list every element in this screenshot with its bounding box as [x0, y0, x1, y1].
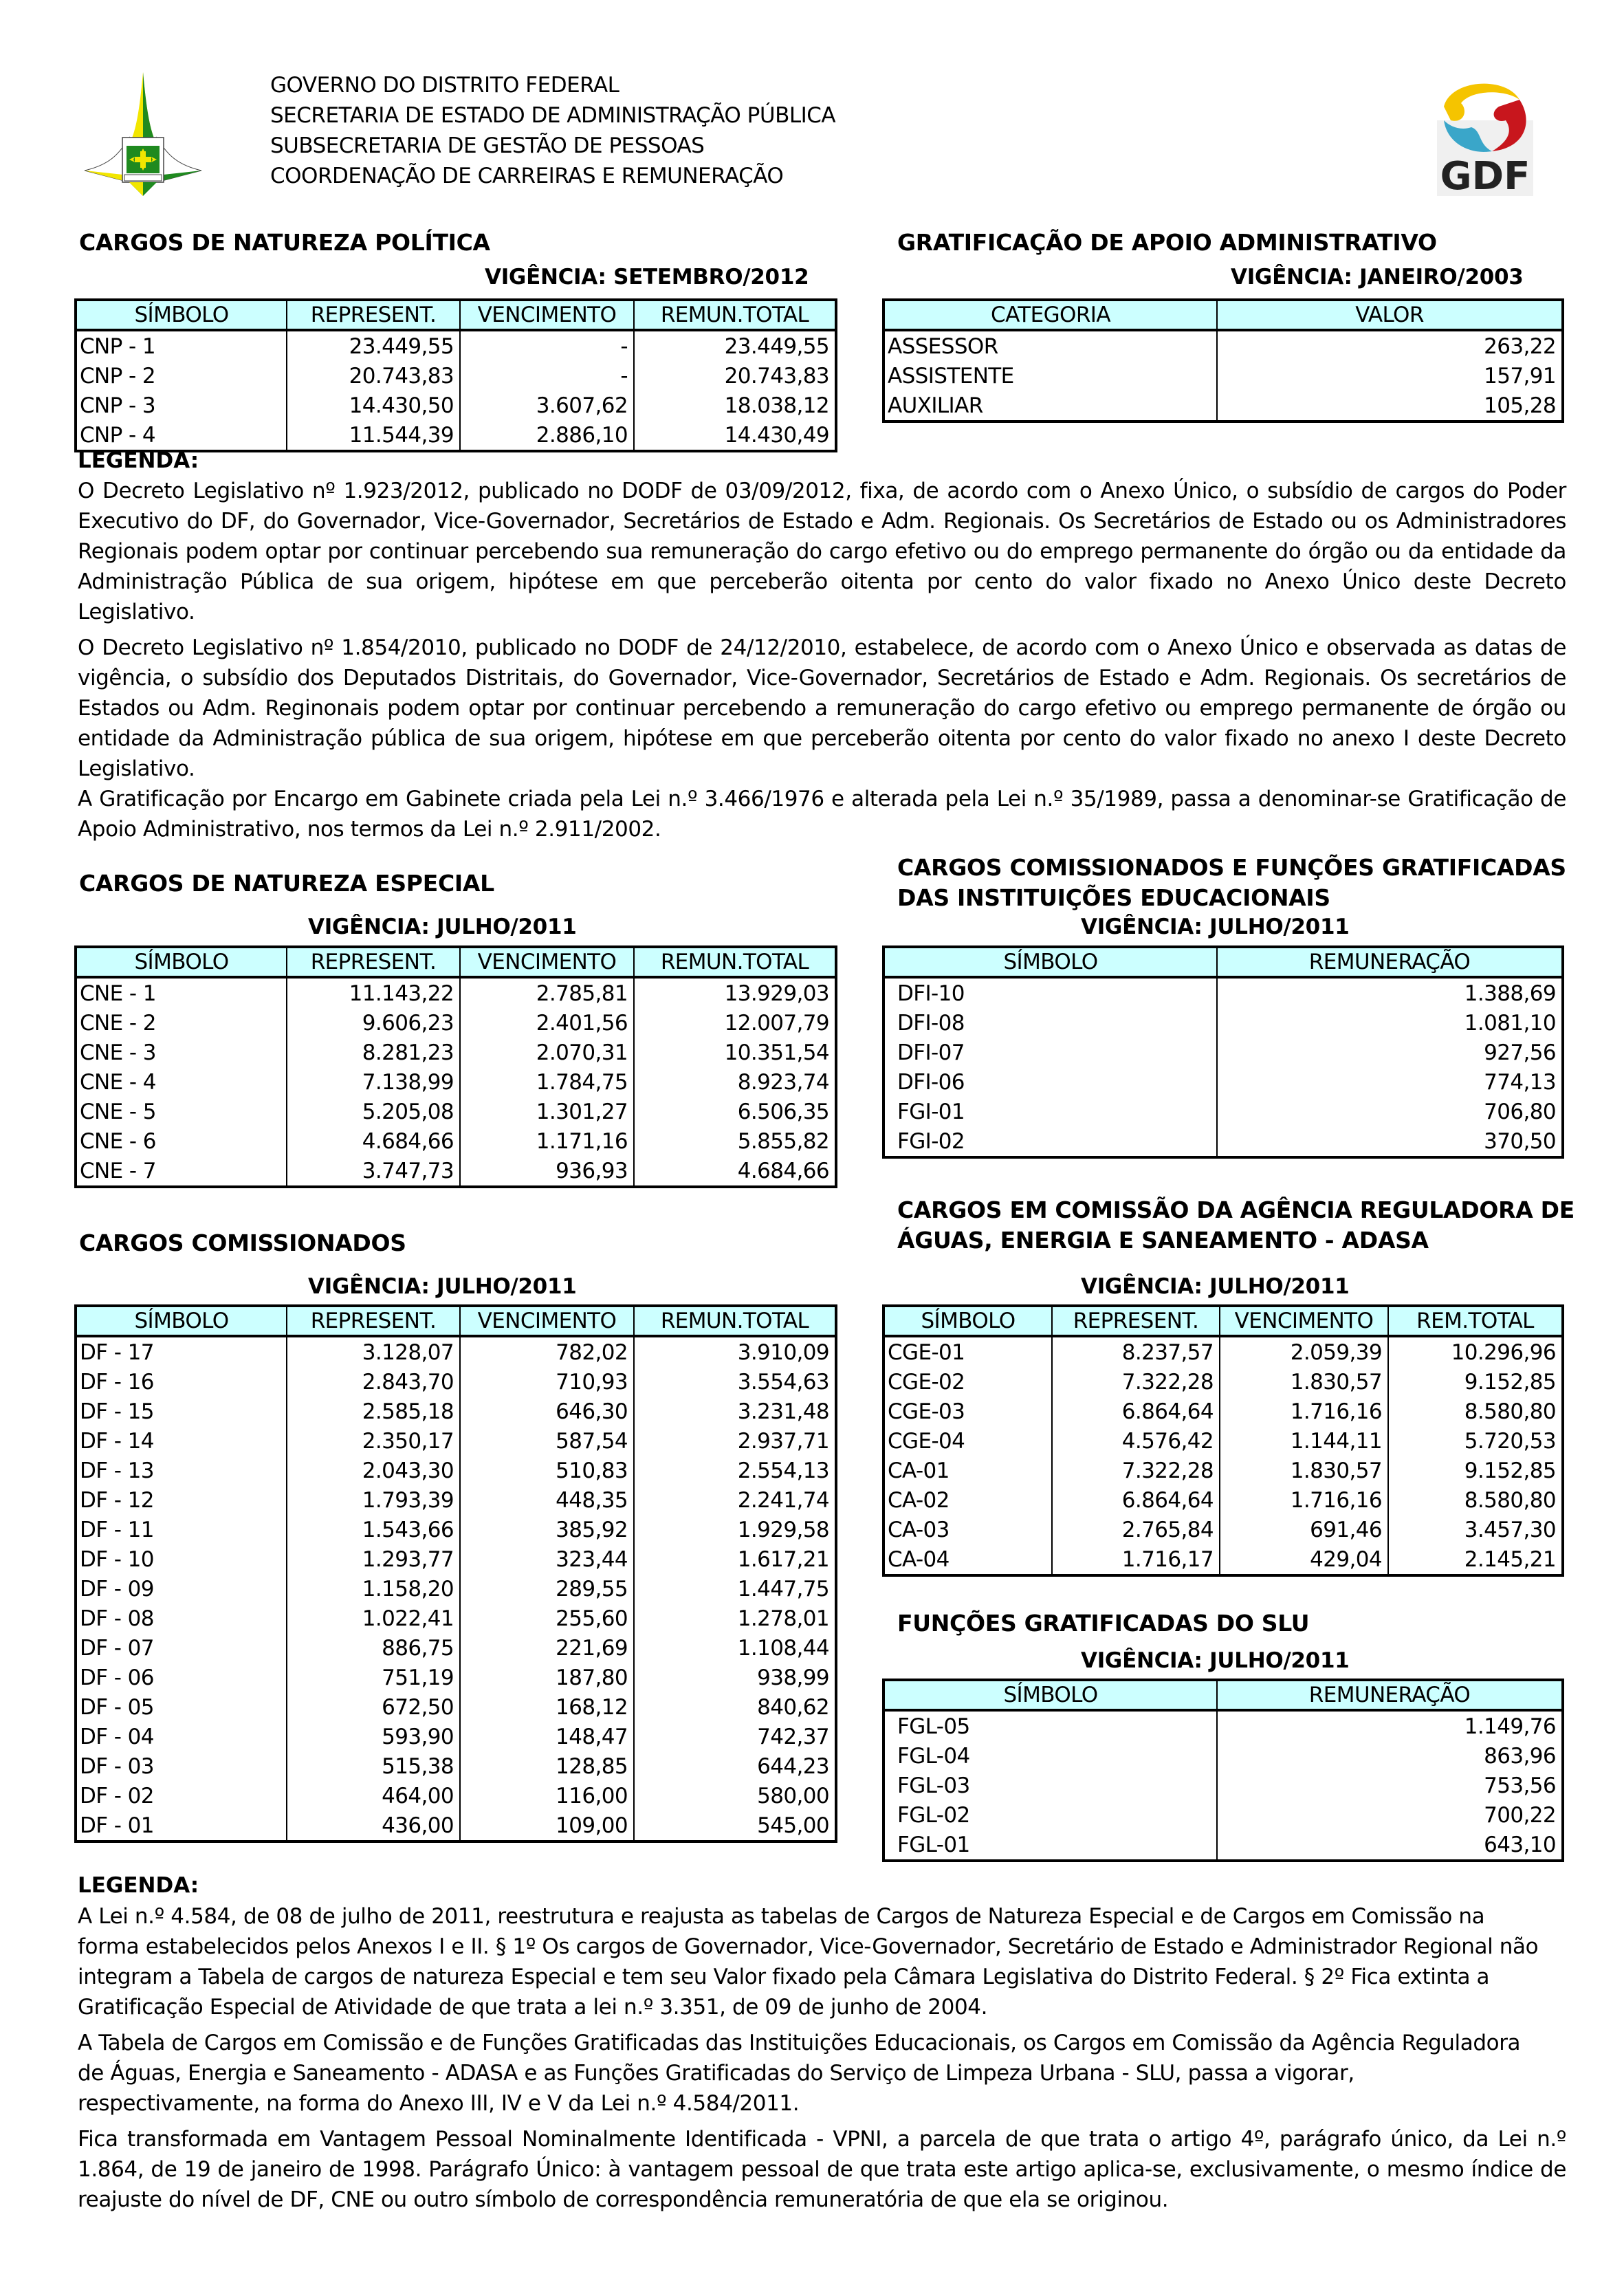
cell-symbol: DF - 09 [76, 1574, 287, 1604]
cell-value: 2.043,30 [287, 1456, 460, 1485]
table-row [884, 1397, 1563, 1426]
cell-value: 323,44 [460, 1544, 634, 1574]
table-header-row [76, 947, 836, 977]
header-line-secretaria: SECRETARIA DE ESTADO DE ADMINISTRAÇÃO PÚBLICA [270, 103, 836, 128]
cell-value: 5.855,82 [634, 1126, 836, 1156]
cell-value: 700,22 [1217, 1800, 1563, 1830]
table-row [76, 1544, 836, 1574]
cell-symbol: DF - 03 [76, 1751, 287, 1781]
cell-value: 221,69 [460, 1633, 634, 1663]
cell-value: 23.449,55 [634, 330, 836, 361]
table-row [76, 1067, 836, 1097]
vigencia-educacionais: VIGÊNCIA: JULHO/2011 [1081, 915, 1350, 939]
col-header-represent: REPRESENT. [287, 300, 460, 330]
table-row [76, 1426, 836, 1456]
cell-symbol: DF - 12 [76, 1485, 287, 1515]
table-row [884, 1544, 1563, 1575]
cell-symbol: FGL-02 [884, 1800, 1217, 1830]
section-title-comissionados: CARGOS COMISSIONADOS [79, 1229, 406, 1256]
cell-value: 1.830,57 [1220, 1456, 1388, 1485]
legend-1-paragraph-2: O Decreto Legislativo nº 1.854/2010, publicado no DODF de 24/12/2010, estabelece, de acordo com o Anexo Único e observada as datas de vigência, o subsídio dos Deputados Distritais, do Governador, Vice-Governador, Secretários de Estado e Adm. Regionais. Os secretários de Estados ou Adm. Reginonais podem optar por continuar percebendo a remuneração do cargo efetivo ou emprego permanente de órgão ou entidade da Administração pública de sua origem, hipótese em que perceberão oitenta por cento do valor fixado no anexo I deste Decreto Legislativo. [78, 635, 1566, 781]
cell-value: 8.237,57 [1052, 1336, 1220, 1367]
table-row [76, 1456, 836, 1485]
df-crest-logo [81, 69, 205, 199]
cell-value: 3.607,62 [460, 391, 634, 420]
cell-value: 1.388,69 [1217, 977, 1563, 1008]
cell-symbol: CGE-03 [884, 1397, 1052, 1426]
cell-symbol: DF - 07 [76, 1633, 287, 1663]
cell-value: 706,80 [1217, 1097, 1563, 1126]
cell-value: - [460, 361, 634, 391]
cell-value: 1.447,75 [634, 1574, 836, 1604]
cell-value: 8.281,23 [287, 1038, 460, 1067]
cell-value: 3.457,30 [1388, 1515, 1563, 1544]
legend-title-2: LEGENDA: [78, 1873, 199, 1898]
table-row [76, 1397, 836, 1426]
table-row [884, 1126, 1563, 1157]
table-row [884, 1367, 1563, 1397]
table-adasa [882, 1304, 1564, 1577]
table-row [76, 1574, 836, 1604]
table-row [76, 1751, 836, 1781]
table-politica [74, 298, 837, 452]
cell-value: 105,28 [1217, 391, 1563, 422]
section-title-slu: FUNÇÕES GRATIFICADAS DO SLU [897, 1610, 1310, 1637]
legend-1-paragraph-1: O Decreto Legislativo nº 1.923/2012, publicado no DODF de 03/09/2012, fixa, de acordo com o Anexo Único, o subsídio de cargos do Poder Executivo do DF, do Governador, Vice-Governador, Secretários de Estado e Adm. Regionais. Os Secretários de Estado ou os Administradores Regionais podem optar por continuar percebendo sua remuneração do cargo efetivo ou do emprego permanente do órgão ou da entidade da Administração Pública de sua origem, hipótese em que perceberão oitenta por cento do valor fixado no Anexo Único deste Decreto Legislativo. [78, 479, 1566, 624]
col-header-vencimento: VENCIMENTO [1220, 1306, 1388, 1336]
table-row [884, 1515, 1563, 1544]
cell-value: 116,00 [460, 1781, 634, 1811]
cell-value: 1.144,11 [1220, 1426, 1388, 1456]
cell-symbol: CNP - 2 [76, 361, 287, 391]
cell-value: 12.007,79 [634, 1008, 836, 1038]
cell-value: 14.430,49 [634, 420, 836, 451]
col-header-simbolo: SÍMBOLO [884, 1680, 1217, 1710]
table-header-row [884, 1680, 1563, 1710]
cell-symbol: DFI-10 [884, 977, 1217, 1008]
cell-symbol: CNE - 3 [76, 1038, 287, 1067]
cell-value: 23.449,55 [287, 330, 460, 361]
table-row [76, 1097, 836, 1126]
col-header-remuneracao: REMUNERAÇÃO [1217, 947, 1563, 977]
table-row [76, 1485, 836, 1515]
header-line-governo: GOVERNO DO DISTRITO FEDERAL [270, 73, 619, 98]
cell-value: 1.716,16 [1220, 1485, 1388, 1515]
cell-symbol: FGI-02 [884, 1126, 1217, 1157]
col-header-simbolo: SÍMBOLO [76, 1306, 287, 1336]
table-row [76, 1126, 836, 1156]
cell-value: 593,90 [287, 1722, 460, 1751]
cell-symbol: CNE - 2 [76, 1008, 287, 1038]
table-row [884, 1097, 1563, 1126]
cell-symbol: CGE-02 [884, 1367, 1052, 1397]
table-row [884, 1426, 1563, 1456]
cell-symbol: DF - 06 [76, 1663, 287, 1692]
cell-value: 753,56 [1217, 1771, 1563, 1800]
cell-value: 2.785,81 [460, 977, 634, 1008]
cell-value: 6.864,64 [1052, 1397, 1220, 1426]
cell-value: 742,37 [634, 1722, 836, 1751]
vigencia-slu: VIGÊNCIA: JULHO/2011 [1081, 1648, 1350, 1673]
legend-1-body [78, 476, 1566, 844]
cell-symbol: AUXILIAR [884, 391, 1217, 422]
cell-value: 1.171,16 [460, 1126, 634, 1156]
gdf-logo [1430, 72, 1554, 196]
cell-value: 436,00 [287, 1811, 460, 1841]
cell-symbol: DF - 11 [76, 1515, 287, 1544]
table-apoio [882, 298, 1564, 423]
cell-value: 2.937,71 [634, 1426, 836, 1456]
gdf-logo-text: GDF [1440, 154, 1530, 196]
table-slu [882, 1679, 1564, 1862]
table-row [884, 1336, 1563, 1367]
df-crest-icon [81, 69, 205, 199]
col-header-remun-total: REMUN.TOTAL [634, 300, 836, 330]
cell-value: 13.929,03 [634, 977, 836, 1008]
cell-value: 6.506,35 [634, 1097, 836, 1126]
cell-symbol: DFI-08 [884, 1008, 1217, 1038]
legend-title-1: LEGENDA: [78, 448, 199, 473]
col-header-simbolo: SÍMBOLO [76, 947, 287, 977]
table-header-row [884, 300, 1563, 330]
table-row [884, 1741, 1563, 1771]
cell-symbol: DF - 04 [76, 1722, 287, 1751]
cell-symbol: DF - 05 [76, 1692, 287, 1722]
table-row [76, 1367, 836, 1397]
col-header-vencimento: VENCIMENTO [460, 1306, 634, 1336]
cell-value: 545,00 [634, 1811, 836, 1841]
section-title-educacionais [897, 853, 1566, 913]
cell-value: 9.152,85 [1388, 1456, 1563, 1485]
cell-value: 938,99 [634, 1663, 836, 1692]
cell-symbol: DF - 17 [76, 1336, 287, 1367]
cell-value: 128,85 [460, 1751, 634, 1781]
cell-value: 5.720,53 [1388, 1426, 1563, 1456]
cell-value: 2.145,21 [1388, 1544, 1563, 1575]
table-row [884, 1830, 1563, 1861]
cell-symbol: FGL-04 [884, 1741, 1217, 1771]
col-header-remuneracao: REMUNERAÇÃO [1217, 1680, 1563, 1710]
cell-value: 643,10 [1217, 1830, 1563, 1861]
table-row [76, 1781, 836, 1811]
vigencia-comissionados: VIGÊNCIA: JULHO/2011 [308, 1274, 577, 1299]
cell-value: 1.158,20 [287, 1574, 460, 1604]
table-row [76, 1692, 836, 1722]
table-row [76, 1515, 836, 1544]
cell-symbol: CGE-04 [884, 1426, 1052, 1456]
table-row [76, 361, 836, 391]
vigencia-apoio: VIGÊNCIA: JANEIRO/2003 [1231, 265, 1524, 289]
table-row [884, 1456, 1563, 1485]
table-row [884, 1771, 1563, 1800]
cell-value: 157,91 [1217, 361, 1563, 391]
cell-value: 1.301,27 [460, 1097, 634, 1126]
cell-value: 2.401,56 [460, 1008, 634, 1038]
table-row [76, 391, 836, 420]
table-header-row [884, 947, 1563, 977]
cell-value: - [460, 330, 634, 361]
col-header-simbolo: SÍMBOLO [76, 300, 287, 330]
cell-value: 8.923,74 [634, 1067, 836, 1097]
cell-value: 2.765,84 [1052, 1515, 1220, 1544]
cell-value: 2.241,74 [634, 1485, 836, 1515]
cell-symbol: CNE - 7 [76, 1156, 287, 1187]
table-row [76, 1008, 836, 1038]
cell-value: 1.716,17 [1052, 1544, 1220, 1575]
table-row [884, 1008, 1563, 1038]
cell-value: 510,83 [460, 1456, 634, 1485]
cell-symbol: FGL-05 [884, 1710, 1217, 1741]
table-row [76, 1633, 836, 1663]
cell-value: 18.038,12 [634, 391, 836, 420]
section-title-adasa-line-2: ÁGUAS, ENERGIA E SANEAMENTO - ADASA [897, 1227, 1429, 1254]
cell-value: 840,62 [634, 1692, 836, 1722]
cell-symbol: CNE - 4 [76, 1067, 287, 1097]
col-header-represent: REPRESENT. [287, 947, 460, 977]
cell-value: 886,75 [287, 1633, 460, 1663]
cell-value: 4.576,42 [1052, 1426, 1220, 1456]
cell-value: 2.059,39 [1220, 1336, 1388, 1367]
cell-value: 148,47 [460, 1722, 634, 1751]
cell-value: 782,02 [460, 1336, 634, 1367]
col-header-categoria: CATEGORIA [884, 300, 1217, 330]
cell-symbol: DF - 14 [76, 1426, 287, 1456]
table-row [76, 1663, 836, 1692]
cell-symbol: DFI-07 [884, 1038, 1217, 1067]
col-header-valor: VALOR [1217, 300, 1563, 330]
table-header-row [884, 1306, 1563, 1336]
legend-2-body [78, 1901, 1566, 2215]
cell-value: 370,50 [1217, 1126, 1563, 1157]
cell-symbol: CNP - 1 [76, 330, 287, 361]
cell-value: 11.143,22 [287, 977, 460, 1008]
cell-value: 1.108,44 [634, 1633, 836, 1663]
section-title-apoio: GRATIFICAÇÃO DE APOIO ADMINISTRATIVO [897, 229, 1437, 256]
cell-value: 580,00 [634, 1781, 836, 1811]
cell-value: 4.684,66 [634, 1156, 836, 1187]
cell-value: 1.716,16 [1220, 1397, 1388, 1426]
cell-symbol: FGI-01 [884, 1097, 1217, 1126]
cell-value: 2.585,18 [287, 1397, 460, 1426]
cell-symbol: FGL-03 [884, 1771, 1217, 1800]
cell-symbol: FGL-01 [884, 1830, 1217, 1861]
table-row [884, 1710, 1563, 1741]
cell-symbol: CNE - 5 [76, 1097, 287, 1126]
cell-value: 672,50 [287, 1692, 460, 1722]
cell-value: 751,19 [287, 1663, 460, 1692]
cell-symbol: ASSESSOR [884, 330, 1217, 361]
cell-symbol: CA-03 [884, 1515, 1052, 1544]
cell-value: 774,13 [1217, 1067, 1563, 1097]
cell-value: 2.554,13 [634, 1456, 836, 1485]
table-row [76, 977, 836, 1008]
col-header-represent: REPRESENT. [1052, 1306, 1220, 1336]
table-row [76, 1336, 836, 1367]
section-title-adasa [897, 1195, 1574, 1256]
cell-value: 4.684,66 [287, 1126, 460, 1156]
cell-value: 2.843,70 [287, 1367, 460, 1397]
cell-value: 1.830,57 [1220, 1367, 1388, 1397]
cell-symbol: CNE - 1 [76, 977, 287, 1008]
cell-value: 3.910,09 [634, 1336, 836, 1367]
cell-value: 3.128,07 [287, 1336, 460, 1367]
cell-value: 936,93 [460, 1156, 634, 1187]
cell-value: 263,22 [1217, 330, 1563, 361]
header-line-subsecretaria: SUBSECRETARIA DE GESTÃO DE PESSOAS [270, 133, 705, 158]
cell-symbol: DF - 10 [76, 1544, 287, 1574]
vigencia-adasa: VIGÊNCIA: JULHO/2011 [1081, 1274, 1350, 1299]
cell-value: 644,23 [634, 1751, 836, 1781]
table-row [884, 361, 1563, 391]
section-title-educacionais-line-1: CARGOS COMISSIONADOS E FUNÇÕES GRATIFICADAS [897, 854, 1566, 881]
section-title-adasa-line-1: CARGOS EM COMISSÃO DA AGÊNCIA REGULADORA DE [897, 1196, 1575, 1223]
table-row [76, 1604, 836, 1633]
col-header-remun-total: REMUN.TOTAL [634, 1306, 836, 1336]
cell-value: 429,04 [1220, 1544, 1388, 1575]
legend-2-paragraph-2: A Tabela de Cargos em Comissão e de Funções Gratificadas das Instituições Educacionais, os Cargos em Comissão da Agência Reguladora de Águas, Energia e Saneamento - ADASA e as Funções Gratificadas do Serviço de Limpeza Urbana - SLU, passa a vigorar, respectivamente, na forma do Anexo III, IV e V da Lei n.º 4.584/2011. [78, 2031, 1521, 2116]
section-title-politica: CARGOS DE NATUREZA POLÍTICA [79, 229, 490, 256]
cell-value: 1.543,66 [287, 1515, 460, 1544]
col-header-represent: REPRESENT. [287, 1306, 460, 1336]
col-header-rem-total: REM.TOTAL [1388, 1306, 1563, 1336]
cell-value: 14.430,50 [287, 391, 460, 420]
table-row [884, 330, 1563, 361]
cell-value: 10.296,96 [1388, 1336, 1563, 1367]
cell-symbol: CNP - 4 [76, 420, 287, 451]
cell-value: 646,30 [460, 1397, 634, 1426]
cell-symbol: DF - 08 [76, 1604, 287, 1633]
cell-value: 1.293,77 [287, 1544, 460, 1574]
cell-value: 8.580,80 [1388, 1397, 1563, 1426]
table-header-row [76, 300, 836, 330]
cell-value: 1.793,39 [287, 1485, 460, 1515]
cell-value: 8.580,80 [1388, 1485, 1563, 1515]
cell-value: 1.617,21 [634, 1544, 836, 1574]
cell-value: 3.747,73 [287, 1156, 460, 1187]
table-row [76, 1038, 836, 1067]
cell-symbol: DF - 02 [76, 1781, 287, 1811]
cell-symbol: CA-04 [884, 1544, 1052, 1575]
cell-value: 3.231,48 [634, 1397, 836, 1426]
cell-value: 10.351,54 [634, 1038, 836, 1067]
cell-value: 7.138,99 [287, 1067, 460, 1097]
cell-value: 7.322,28 [1052, 1367, 1220, 1397]
cell-value: 9.606,23 [287, 1008, 460, 1038]
table-educacionais [882, 945, 1564, 1159]
table-row [884, 1800, 1563, 1830]
table-row [76, 1811, 836, 1841]
table-row [884, 977, 1563, 1008]
table-row [76, 1722, 836, 1751]
cell-value: 1.784,75 [460, 1067, 634, 1097]
cell-value: 385,92 [460, 1515, 634, 1544]
cell-symbol: CNP - 3 [76, 391, 287, 420]
cell-symbol: DF - 15 [76, 1397, 287, 1426]
vigencia-politica: VIGÊNCIA: SETEMBRO/2012 [485, 265, 809, 289]
cell-value: 464,00 [287, 1781, 460, 1811]
cell-symbol: DFI-06 [884, 1067, 1217, 1097]
table-especial [74, 945, 837, 1188]
cell-symbol: CNE - 6 [76, 1126, 287, 1156]
cell-value: 587,54 [460, 1426, 634, 1456]
cell-symbol: DF - 13 [76, 1456, 287, 1485]
cell-value: 1.929,58 [634, 1515, 836, 1544]
cell-value: 515,38 [287, 1751, 460, 1781]
cell-value: 255,60 [460, 1604, 634, 1633]
cell-value: 109,00 [460, 1811, 634, 1841]
table-header-row [76, 1306, 836, 1336]
table-row [884, 391, 1563, 422]
cell-value: 289,55 [460, 1574, 634, 1604]
table-row [76, 330, 836, 361]
cell-value: 20.743,83 [287, 361, 460, 391]
col-header-simbolo: SÍMBOLO [884, 1306, 1052, 1336]
col-header-simbolo: SÍMBOLO [884, 947, 1217, 977]
cell-symbol: DF - 16 [76, 1367, 287, 1397]
cell-value: 11.544,39 [287, 420, 460, 451]
cell-value: 7.322,28 [1052, 1456, 1220, 1485]
cell-value: 927,56 [1217, 1038, 1563, 1067]
cell-value: 168,12 [460, 1692, 634, 1722]
table-row [76, 420, 836, 451]
cell-value: 6.864,64 [1052, 1485, 1220, 1515]
section-title-especial: CARGOS DE NATUREZA ESPECIAL [79, 870, 494, 897]
cell-value: 1.081,10 [1217, 1008, 1563, 1038]
table-row [884, 1067, 1563, 1097]
cell-value: 1.022,41 [287, 1604, 460, 1633]
cell-symbol: ASSISTENTE [884, 361, 1217, 391]
col-header-vencimento: VENCIMENTO [460, 300, 634, 330]
cell-value: 863,96 [1217, 1741, 1563, 1771]
table-row [76, 1156, 836, 1187]
gdf-logo-icon [1430, 72, 1554, 196]
cell-value: 1.149,76 [1217, 1710, 1563, 1741]
header-text-block [270, 70, 835, 191]
cell-value: 5.205,08 [287, 1097, 460, 1126]
cell-value: 691,46 [1220, 1515, 1388, 1544]
vigencia-especial: VIGÊNCIA: JULHO/2011 [308, 915, 577, 939]
table-row [884, 1485, 1563, 1515]
legend-2-paragraph-1: A Lei n.º 4.584, de 08 de julho de 2011, reestrutura e reajusta as tabelas de Cargos de Natureza Especial e de Cargos em Comissão na forma estabelecidos pelos Anexos I e II. § 1º Os cargos de Governador, Vice-Governador, Secretário de Estado e Administrador Regional não integram a Tabela de cargos de natureza Especial e tem seu Valor fixado pela Câmara Legislativa do Distrito Federal. § 2º Fica extinta a Gratificação Especial de Atividade de que trata a lei n.º 3.351, de 09 de junho de 2004. [78, 1904, 1539, 2020]
col-header-remun-total: REMUN.TOTAL [634, 947, 836, 977]
cell-symbol: DF - 01 [76, 1811, 287, 1841]
table-comissionados [74, 1304, 837, 1843]
cell-symbol: CGE-01 [884, 1336, 1052, 1367]
cell-value: 3.554,63 [634, 1367, 836, 1397]
col-header-vencimento: VENCIMENTO [460, 947, 634, 977]
cell-value: 1.278,01 [634, 1604, 836, 1633]
cell-value: 448,35 [460, 1485, 634, 1515]
header-line-coordenacao: COORDENAÇÃO DE CARREIRAS E REMUNERAÇÃO [270, 164, 784, 188]
cell-value: 710,93 [460, 1367, 634, 1397]
legend-1-paragraph-3: A Gratificação por Encargo em Gabinete criada pela Lei n.º 3.466/1976 e alterada pela Lei n.º 35/1989, passa a denominar-se Gratificação de Apoio Administrativo, nos termos da Lei n.º 2.911/2002. [78, 787, 1566, 842]
cell-value: 9.152,85 [1388, 1367, 1563, 1397]
cell-value: 2.350,17 [287, 1426, 460, 1456]
cell-value: 187,80 [460, 1663, 634, 1692]
section-title-educacionais-line-2: DAS INSTITUIÇÕES EDUCACIONAIS [897, 884, 1330, 911]
cell-symbol: CA-02 [884, 1485, 1052, 1515]
cell-value: 2.070,31 [460, 1038, 634, 1067]
cell-value: 20.743,83 [634, 361, 836, 391]
cell-value: 2.886,10 [460, 420, 634, 451]
cell-symbol: CA-01 [884, 1456, 1052, 1485]
table-row [884, 1038, 1563, 1067]
legend-2-paragraph-3: Fica transformada em Vantagem Pessoal Nominalmente Identificada - VPNI, a parcela de que trata o artigo 4º, parágrafo único, da Lei n.º 1.864, de 19 de janeiro de 1998. Parágrafo Único: à vantagem pessoal de que trata este artigo aplica-se, exclusivamente, o mesmo índice de reajuste do nível de DF, CNE ou outro símbolo de correspondência remuneratória de que ela se originou. [78, 2127, 1566, 2212]
